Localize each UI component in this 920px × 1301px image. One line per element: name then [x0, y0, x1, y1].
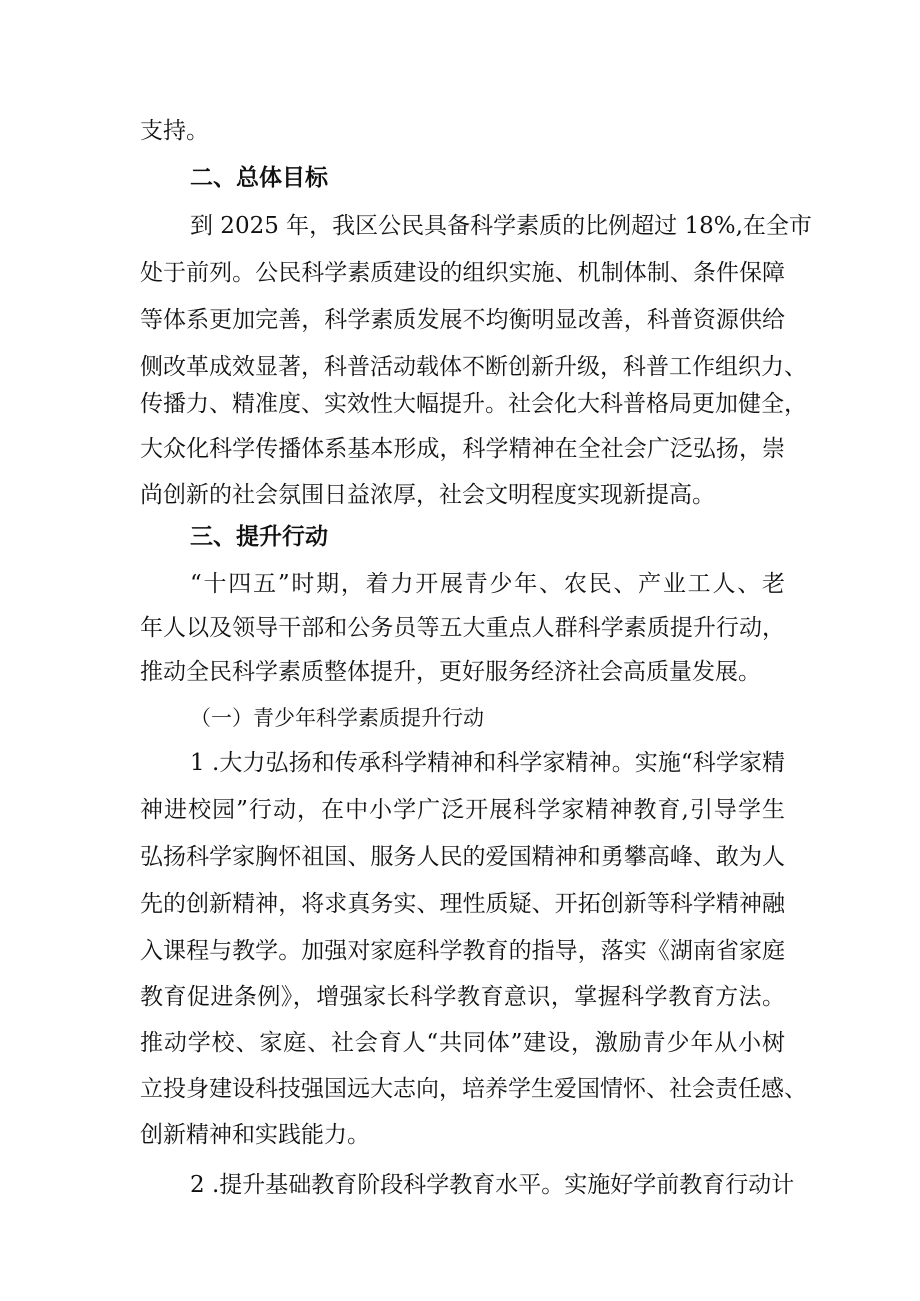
- paragraph-line: 创新精神和实践能力。: [140, 1122, 370, 1148]
- paragraph-line: 支持。: [140, 118, 209, 144]
- paragraph-line: 弘扬科学家胸怀祖国、服务人民的爱国精神和勇攀高峰、敢为人: [140, 844, 785, 870]
- paragraph-line: 先的创新精神，将求真务实、理性质疑、开拓创新等科学精神融: [140, 891, 785, 917]
- paragraph-line: 1 .大力弘扬和传承科学精神和科学家精神。实施“科学家精: [190, 750, 785, 776]
- section-heading-actions: 三、提升行动: [190, 524, 328, 550]
- paragraph-line: 处于前列。公民科学素质建设的组织实施、机制体制、条件保障: [140, 260, 785, 286]
- paragraph-line: 立投身建设科技强国远大志向，培养学生爱国情怀、社会责任感、: [140, 1076, 807, 1102]
- paragraph-line: 大众化科学传播体系基本形成，科学精神在全社会广泛弘扬，崇: [140, 436, 785, 462]
- paragraph-line: 入课程与教学。加强对家庭科学教育的指导，落实《湖南省家庭: [140, 938, 785, 964]
- paragraph-line: 教育促进条例》，增强家长科学教育意识，掌握科学教育方法。: [140, 984, 785, 1010]
- paragraph-line: 等体系更加完善，科学素质发展不均衡明显改善，科普资源供给: [140, 307, 785, 333]
- paragraph-line: 推动学校、家庭、社会育人“共同体”建设，激励青少年从小树: [140, 1030, 785, 1056]
- paragraph-line: 传播力、精准度、实效性大幅提升。社会化大科普格局更加健全，: [140, 391, 807, 417]
- paragraph-line: 到 2025 年，我区公民具备科学素质的比例超过 18%,在全市: [190, 213, 812, 239]
- paragraph-line: 年人以及领导干部和公务员等五大重点人群科学素质提升行动，: [140, 615, 785, 641]
- paragraph-line: 尚创新的社会氛围日益浓厚，社会文明程度实现新提高。: [140, 482, 715, 508]
- subsection-heading-youth: （一）青少年科学素质提升行动: [190, 706, 484, 730]
- paragraph-line: “十四五”时期，着力开展青少年、农民、产业工人、老: [190, 571, 785, 597]
- paragraph-line: 神进校园”行动，在中小学广泛开展科学家精神教育,引导学生: [140, 797, 785, 823]
- section-heading-goals: 二、总体目标: [190, 165, 328, 191]
- paragraph-line: 侧改革成效显著，科普活动载体不断创新升级，科普工作组织力、: [140, 354, 807, 380]
- paragraph-line: 推动全民科学素质整体提升，更好服务经济社会高质量发展。: [140, 659, 761, 685]
- paragraph-line: 2 .提升基础教育阶段科学教育水平。实施好学前教育行动计: [190, 1172, 795, 1198]
